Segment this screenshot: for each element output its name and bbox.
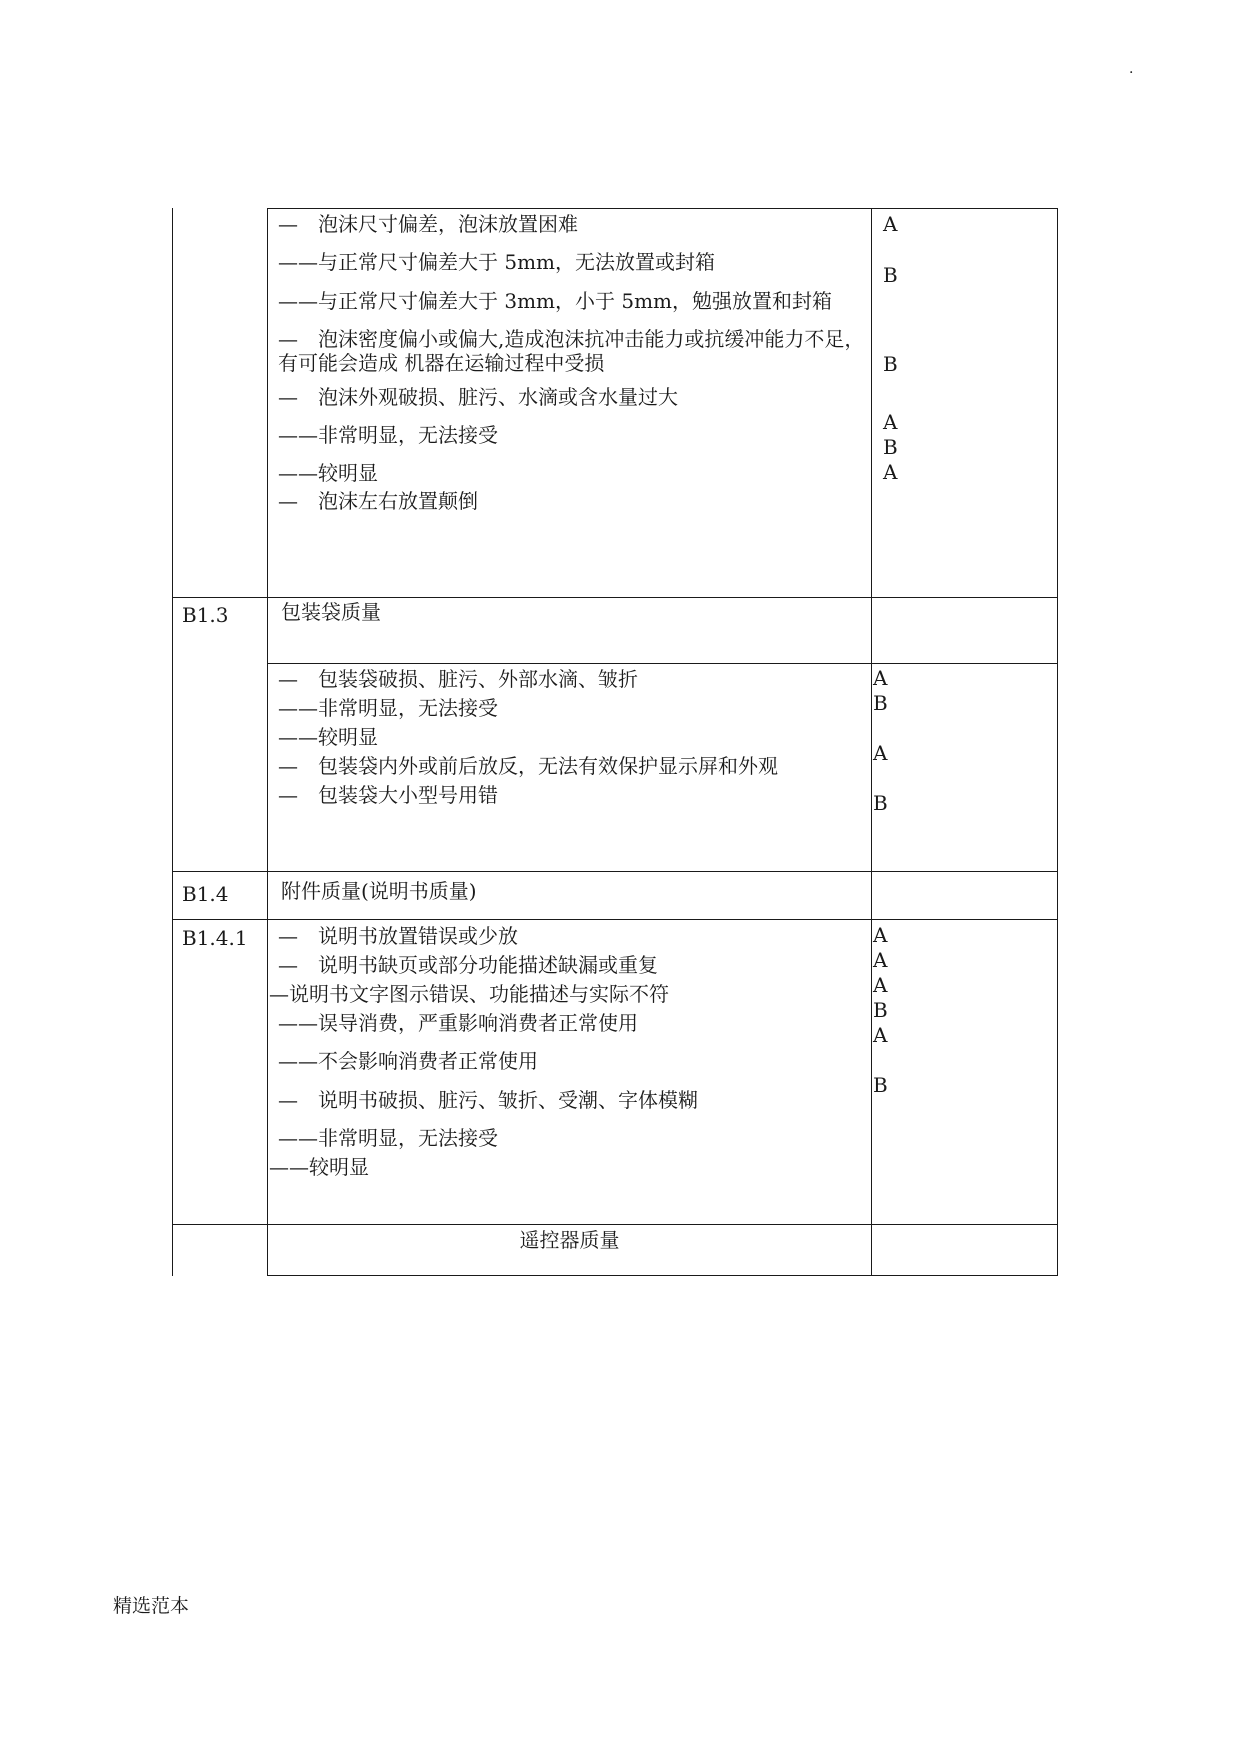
grade-label: B [873, 1073, 888, 1097]
criteria-line: ——误导消费，严重影响消费者正常使用 [278, 1011, 638, 1035]
grade-label: A [873, 948, 888, 972]
criteria-line: — 泡沫密度偏小或偏大,造成泡沫抗冲击能力或抗缓冲能力不足，有可能会造成 机器在运输过程中受损 [278, 327, 865, 375]
section-title: 包装袋质量 [281, 600, 381, 624]
table-rule-row4 [172, 919, 1058, 920]
criteria-line: ——非常明显，无法接受 [278, 1126, 498, 1150]
table-rule-col1 [267, 208, 268, 1276]
table-rule-col2 [871, 208, 872, 1276]
footer-text: 精选范本 [113, 1595, 190, 1617]
grade-label: A [873, 741, 888, 765]
table-rule-top [267, 208, 1058, 209]
grade-label: B [883, 435, 898, 459]
criteria-line: ——非常明显，无法接受 [278, 696, 498, 720]
grade-label: A [873, 973, 888, 997]
criteria-line: — 泡沫左右放置颠倒 [278, 489, 478, 513]
section-code: B1.4 [182, 882, 229, 906]
grade-label: B [883, 352, 898, 376]
grade-label: A [873, 923, 888, 947]
table-rule-bottom [267, 1275, 1058, 1276]
criteria-line: — 说明书破损、脏污、皱折、受潮、字体模糊 [278, 1088, 698, 1112]
grade-label: B [883, 263, 898, 287]
table-rule-row2 [267, 663, 1058, 664]
criteria-line: — 包装袋破损、脏污、外部水滴、皱折 [278, 667, 638, 691]
table-rule-row1 [172, 597, 1058, 598]
criteria-line: ——较明显 [278, 461, 378, 485]
grade-label: A [883, 410, 898, 434]
section-title: 遥控器质量 [519, 1228, 620, 1252]
criteria-line: ——与正常尺寸偏差大于 5mm，无法放置或封箱 [278, 250, 716, 274]
criteria-line: —说明书文字图示错误、功能描述与实际不符 [269, 982, 669, 1006]
table-rule-left [172, 208, 173, 1276]
grade-label: A [883, 460, 898, 484]
criteria-line: ——不会影响消费者正常使用 [278, 1049, 538, 1073]
corner-mark: · [1129, 65, 1134, 81]
table-rule-row3 [172, 871, 1058, 872]
table-rule-row5 [172, 1224, 1058, 1225]
section-code: B1.4.1 [182, 926, 248, 950]
grade-label: A [883, 212, 898, 236]
criteria-line: — 包装袋大小型号用错 [278, 783, 498, 807]
criteria-line: — 包装袋内外或前后放反，无法有效保护显示屏和外观 [278, 754, 778, 778]
section-code: B1.3 [182, 603, 229, 627]
grade-label: B [873, 691, 888, 715]
criteria-line: ——较明显 [269, 1155, 369, 1179]
table-rule-right [1057, 208, 1058, 1276]
criteria-line: — 泡沫外观破损、脏污、水滴或含水量过大 [278, 385, 678, 409]
grade-label: B [873, 998, 888, 1022]
criteria-line: ——较明显 [278, 725, 378, 749]
grade-label: A [873, 666, 888, 690]
criteria-line: ——非常明显，无法接受 [278, 423, 498, 447]
grade-label: B [873, 791, 888, 815]
section-title: 附件质量(说明书质量) [281, 879, 477, 903]
grade-label: A [873, 1023, 888, 1047]
criteria-line: — 说明书缺页或部分功能描述缺漏或重复 [278, 953, 658, 977]
criteria-line: — 说明书放置错误或少放 [278, 924, 518, 948]
criteria-line: ——与正常尺寸偏差大于 3mm，小于 5mm，勉强放置和封箱 [278, 289, 833, 313]
criteria-line: — 泡沫尺寸偏差，泡沫放置困难 [278, 212, 578, 236]
